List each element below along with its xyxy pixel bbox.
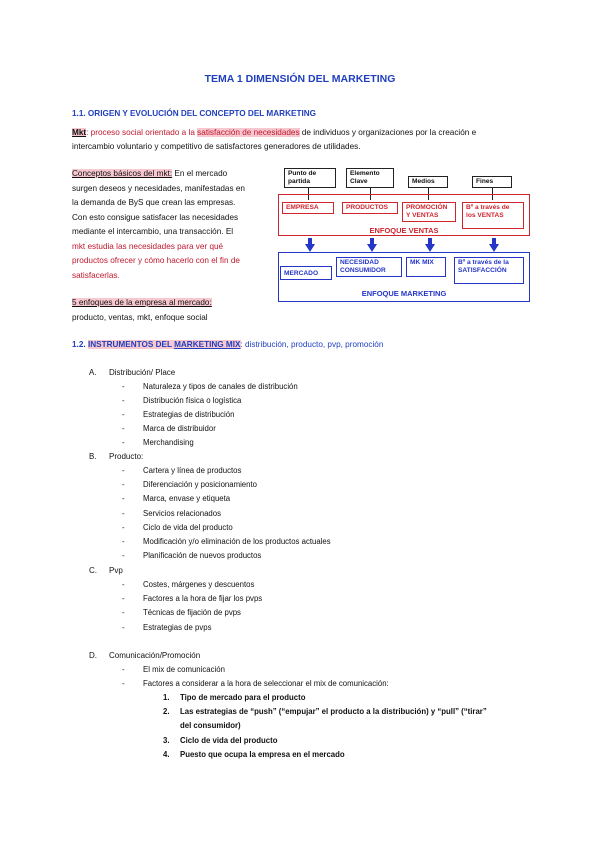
numbered-item-continuation <box>180 721 241 730</box>
dash: - <box>122 623 125 632</box>
item-text: Tipo de mercado para el producto <box>180 693 306 702</box>
enfoque-marketing-caption: ENFOQUE MARKETING <box>361 289 447 298</box>
group-letter: D. <box>89 651 97 660</box>
list-item-text: Marca de distribuidor <box>143 424 216 433</box>
enfoques-list: producto, ventas, mkt, enfoque social <box>72 312 208 322</box>
down-arrow-icon <box>305 244 315 252</box>
conceptos-line-1: surgen deseos y necesidades, manifestadas en <box>72 183 245 193</box>
list-item <box>122 594 263 603</box>
cell-empresa: EMPRESA <box>282 202 334 214</box>
cell-promocion-ventas: PROMOCIÓN Y VENTAS <box>402 202 456 222</box>
list-item-text: Distribución física o logística <box>143 396 242 405</box>
conceptos-line-2: la demanda de ByS que crean las empresas. <box>72 198 236 207</box>
list-item <box>122 523 233 532</box>
conceptos-paragraph <box>72 167 268 283</box>
list-item-text: Diferenciación y posicionamiento <box>143 480 257 489</box>
list-item-text: Factores a considerar a la hora de seleccionar el mix de comunicación: <box>143 679 389 688</box>
group-letter: C. <box>89 566 97 575</box>
dash: - <box>122 509 125 518</box>
conceptos-line-7: satisfacerlas. <box>72 270 120 280</box>
list-item-text: Estrategias de pvps <box>143 623 212 632</box>
enfoques-label: 5 enfoques de la empresa al mercado: <box>72 298 212 307</box>
list-item <box>122 665 225 674</box>
list-item-text: Estrategias de distribución <box>143 410 235 419</box>
list-item <box>122 466 242 475</box>
list-item-text: Planificación de nuevos productos <box>143 551 262 560</box>
list-item-text: Técnicas de fijación de pvps <box>143 608 241 617</box>
conceptos-label: Conceptos básicos del mkt: <box>72 169 173 178</box>
list-item-text: Merchandising <box>143 438 194 447</box>
mkt-definition-line2: intercambio voluntario y competitivo de satisfactores generadores de utilidades. <box>72 142 361 151</box>
label-elemento-clave: Elemento Clave <box>346 168 394 188</box>
enfoques-paragraph <box>72 296 268 325</box>
conceptos-line-4: mediante el intercambio, una transacción. El <box>72 227 234 236</box>
list-item <box>122 551 262 560</box>
cell-productos: PRODUCTOS <box>342 202 398 214</box>
cell-mk-mix: MK MIX <box>406 257 446 277</box>
list-item <box>122 424 216 433</box>
list-item <box>122 494 231 503</box>
list-item <box>122 509 222 518</box>
dash: - <box>122 679 125 688</box>
dash: - <box>122 382 125 391</box>
list-item <box>122 679 389 688</box>
dash: - <box>122 466 125 475</box>
item-text: del consumidor) <box>180 721 241 730</box>
section-heading-1-2 <box>72 340 383 349</box>
dash: - <box>122 665 125 674</box>
group-title: Comunicación/Promoción <box>109 651 201 660</box>
list-item <box>122 580 255 589</box>
dash: - <box>122 396 125 405</box>
cell-mercado: MERCADO <box>280 266 332 280</box>
list-item-text: Naturaleza y tipos de canales de distribución <box>143 382 298 391</box>
conceptos-line-6: productos ofrecer y cómo hacerlo con el fin de <box>72 256 240 265</box>
item-number: 3. <box>163 736 170 745</box>
dash: - <box>122 594 125 603</box>
cell-beneficio-satisfaccion: Bº a través de la SATISFACCIÓN <box>454 257 524 284</box>
list-item-text: Cartera y línea de productos <box>143 466 242 475</box>
section-heading-1-1: 1.1. ORIGEN Y EVOLUCIÓN DEL CONCEPTO DEL MARKETING <box>72 109 316 118</box>
numbered-item <box>163 693 306 702</box>
dash: - <box>122 537 125 546</box>
list-item-text: Modificación y/o eliminación de los productos actuales <box>143 537 331 546</box>
list-item-text: Ciclo de vida del producto <box>143 523 233 532</box>
list-item <box>122 410 235 419</box>
dash: - <box>122 580 125 589</box>
group-c-title <box>89 566 123 575</box>
list-item <box>122 396 242 405</box>
conceptos-line-0: En el mercado <box>172 169 228 178</box>
heading-number: 1.2. <box>72 340 88 349</box>
list-item <box>122 623 212 632</box>
down-arrow-icon <box>489 244 499 252</box>
enfoque-ventas-caption: ENFOQUE VENTAS <box>369 226 439 235</box>
list-item-text: Factores a la hora de fijar los pvps <box>143 594 263 603</box>
mkt-definition <box>72 126 542 140</box>
heading-list: : distribución, producto, pvp, promoción <box>240 340 384 349</box>
dash: - <box>122 494 125 503</box>
item-number: 4. <box>163 750 170 759</box>
numbered-item <box>163 707 528 716</box>
item-text: Puesto que ocupa la empresa en el mercado <box>180 750 345 759</box>
item-number: 2. <box>163 707 170 716</box>
mkt-def-b: satisfacción de necesidades <box>197 128 300 137</box>
label-medios: Medios <box>408 176 448 188</box>
numbered-item <box>163 750 345 759</box>
list-item <box>122 480 257 489</box>
item-number: 1. <box>163 693 170 702</box>
down-arrow-icon <box>425 244 435 252</box>
conceptos-line-3: Con esto consigue satisfacer las necesidades <box>72 212 239 222</box>
group-b-title <box>89 452 143 461</box>
dash: - <box>122 410 125 419</box>
heading-instrumentos: INSTRUMENTOS DEL <box>87 340 175 349</box>
list-item <box>122 438 194 447</box>
item-text: Ciclo de vida del producto <box>180 736 278 745</box>
group-letter: A. <box>89 368 97 377</box>
dash: - <box>122 523 125 532</box>
dash: - <box>122 551 125 560</box>
marketing-approach-diagram <box>278 168 530 302</box>
dash: - <box>122 424 125 433</box>
mkt-def-a: : proceso social orientado a la <box>86 128 198 137</box>
list-item <box>122 608 241 617</box>
list-item <box>122 537 331 546</box>
list-item-text: El mix de comunicación <box>143 665 225 674</box>
item-text: Las estrategias de “push” (“empujar” el producto a la distribución) y “pull” (“tirar” <box>180 707 487 716</box>
list-item <box>122 382 298 391</box>
dash: - <box>122 608 125 617</box>
mkt-label: Mkt <box>72 128 87 137</box>
page-title: TEMA 1 DIMENSIÓN DEL MARKETING <box>204 73 396 85</box>
dash: - <box>122 480 125 489</box>
heading-marketing-mix: MARKETING MIX <box>174 340 241 349</box>
label-punto-partida: Punto de partida <box>284 168 336 188</box>
conceptos-line-5: mkt estudia las necesidades para ver qué <box>72 241 224 251</box>
group-letter: B. <box>89 452 97 461</box>
numbered-item <box>163 736 278 745</box>
dash: - <box>122 438 125 447</box>
list-item-text: Servicios relacionados <box>143 509 222 518</box>
down-arrow-icon <box>367 244 377 252</box>
label-fines: Fines <box>472 176 512 188</box>
mkt-def-c: de individuos y organizaciones por la creación e <box>299 128 477 137</box>
group-title: Producto: <box>109 452 144 461</box>
group-title: Pvp <box>109 566 123 575</box>
list-item-text: Marca, envase y etiqueta <box>143 494 231 503</box>
cell-beneficio-ventas: Bº a través de los VENTAS <box>462 202 524 229</box>
group-title: Distribución/ Place <box>109 368 176 377</box>
cell-necesidad-consumidor: NECESIDAD CONSUMIDOR <box>336 257 402 277</box>
group-d-title <box>89 651 200 660</box>
list-item-text: Costes, márgenes y descuentos <box>143 580 255 589</box>
group-a-title <box>89 368 175 377</box>
